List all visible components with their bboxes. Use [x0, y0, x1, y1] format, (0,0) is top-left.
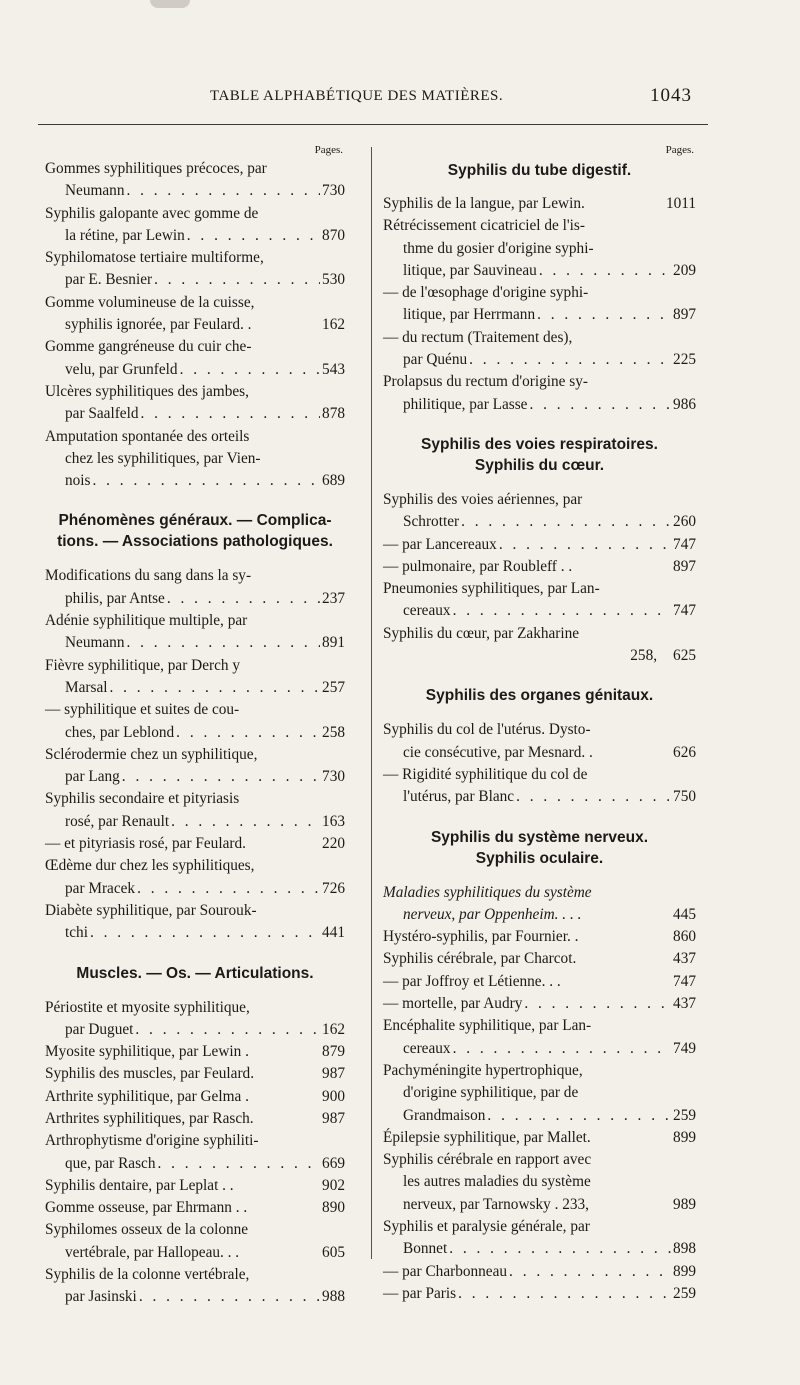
entry-line: chez les syphilitiques, par Vien- — [65, 449, 261, 467]
index-entry — [45, 1175, 345, 1197]
dot-leader — [187, 225, 320, 247]
dot-leader — [180, 359, 320, 381]
page-ref: 162 — [322, 316, 345, 334]
entry-final-line — [45, 632, 345, 654]
entry-final-line — [383, 349, 696, 371]
page-ref: 225 — [673, 351, 696, 369]
index-entry — [383, 282, 696, 327]
entry-text: que, par Rasch — [65, 1154, 156, 1172]
entry-text: nerveux, par Tarnowsky . 233, — [403, 1195, 589, 1213]
section-title-line: Phénomènes généraux. — Complica- — [58, 512, 332, 530]
entry-text: Syphilis des muscles, par Feulard. — [45, 1065, 255, 1083]
page-ref: 989 — [673, 1195, 696, 1213]
entry-text: Épilepsie syphilitique, par Mallet. — [383, 1128, 591, 1146]
page-ref: 625 — [673, 647, 696, 665]
entry-line: les autres maladies du système — [403, 1173, 591, 1191]
entry-final-line — [45, 269, 345, 291]
page-ref: 750 — [673, 788, 696, 806]
page-ref: 747 — [673, 535, 696, 553]
page-ref: 259 — [673, 1106, 696, 1124]
entry-final-line — [383, 1127, 696, 1149]
page-ref: 220 — [322, 835, 345, 853]
entry-text: velu, par Grunfeld — [65, 360, 178, 378]
entry-final-line — [383, 904, 696, 926]
entry-text: philitique, par Lasse — [403, 395, 528, 413]
entry-line: Prolapsus du rectum d'origine sy- — [383, 373, 588, 391]
entry-line: Syphilis secondaire et pityriasis — [45, 790, 240, 808]
dot-leader — [539, 260, 671, 282]
entry-text: — par Joffroy et Létienne. . . — [383, 972, 561, 990]
entry-final-line — [383, 260, 696, 282]
page-ref: 437 — [673, 950, 696, 968]
entry-final-line — [45, 766, 345, 788]
section-title-line: Syphilis du système nerveux. — [430, 828, 649, 846]
entry-final-line — [383, 1261, 696, 1283]
index-entry — [383, 1261, 696, 1283]
entry-final-line — [45, 225, 345, 247]
index-entry — [383, 971, 696, 993]
intro-entries — [45, 158, 345, 492]
index-entry — [45, 699, 345, 744]
entry-final-line — [383, 786, 696, 808]
index-entry — [45, 1108, 345, 1130]
dot-leader — [458, 1283, 671, 1305]
entry-text: tchi — [65, 924, 88, 942]
entry-text: — par Paris — [383, 1284, 457, 1302]
dot-leader — [135, 1019, 320, 1041]
dot-leader — [529, 394, 671, 416]
entry-text: par Saalfeld — [65, 405, 139, 423]
dot-leader — [516, 786, 671, 808]
section-title-tube-digestif — [383, 160, 696, 181]
page-ref: 257 — [322, 678, 345, 696]
page-ref: 878 — [322, 405, 345, 423]
index-entry — [383, 882, 696, 927]
index-entry — [383, 623, 696, 668]
entry-final-line — [45, 677, 345, 699]
entry-final-line — [45, 1242, 345, 1264]
entry-line: Syphilis cérébrale en rapport avec — [383, 1151, 592, 1169]
entry-text: — par Lancereaux — [383, 535, 497, 553]
entry-text: Syphilis cérébrale, par Charcot. — [383, 950, 577, 968]
entry-text: cereaux — [403, 1039, 451, 1057]
page-ref: 870 — [322, 226, 345, 244]
entry-final-line — [383, 645, 696, 667]
entry-line: Maladies syphilitiques du système — [383, 883, 592, 901]
page-ref: 437 — [673, 995, 696, 1013]
page-ref: 730 — [322, 768, 345, 786]
page-ref: 898 — [673, 1240, 696, 1258]
dot-leader — [487, 1105, 671, 1127]
dot-leader — [126, 632, 320, 654]
index-entry — [45, 565, 345, 610]
page-ref: 543 — [322, 360, 345, 378]
entry-line: Encéphalite syphilitique, par Lan- — [383, 1017, 592, 1035]
index-entry — [383, 371, 696, 416]
entry-line: Périostite et myosite syphilitique, — [45, 998, 250, 1016]
entry-line: Gomme gangréneuse du cuir che- — [45, 338, 252, 356]
entry-final-line — [383, 993, 696, 1015]
index-entry — [45, 158, 345, 203]
page-ref: 900 — [322, 1087, 345, 1105]
page-ref: 987 — [322, 1065, 345, 1083]
page-ref: 747 — [673, 602, 696, 620]
index-entry — [45, 292, 345, 337]
dot-leader — [509, 1261, 671, 1283]
entry-line: Gommes syphilitiques précoces, par — [45, 160, 267, 177]
entry-final-line — [45, 1086, 345, 1108]
entry-final-line — [45, 833, 345, 855]
index-entry — [383, 489, 696, 534]
dot-leader — [154, 269, 320, 291]
page-stain — [150, 0, 190, 8]
section-title-line: Syphilis du tube digestif. — [447, 162, 632, 179]
page-ref: 259 — [673, 1284, 696, 1302]
dot-leader — [139, 1286, 320, 1308]
entry-text: Neumann — [65, 182, 125, 200]
entry-text: — pulmonaire, par Roubleff . . — [383, 557, 573, 575]
index-entry — [45, 247, 345, 292]
dot-leader — [167, 588, 320, 610]
entry-final-line — [383, 534, 696, 556]
entry-line: Syphilis des voies aériennes, par — [383, 490, 583, 508]
entry-final-line — [383, 948, 696, 970]
organes-genitaux-entries — [383, 719, 696, 808]
index-entry — [383, 578, 696, 623]
muscles-entries — [45, 997, 345, 1309]
dot-leader — [461, 511, 671, 533]
entry-text: vertébrale, par Hallopeau. . . — [65, 1243, 240, 1261]
entry-final-line — [383, 556, 696, 578]
left-column — [45, 142, 345, 1309]
dot-leader — [90, 922, 320, 944]
entry-text: par Duguet — [65, 1020, 134, 1038]
systeme-nerveux-entries — [383, 882, 696, 1306]
index-entry — [383, 719, 696, 764]
index-entry — [45, 744, 345, 789]
entry-final-line — [45, 922, 345, 944]
entry-final-line — [383, 511, 696, 533]
entry-text: l'utérus, par Blanc — [403, 788, 515, 806]
entry-line: Syphilis du col de l'utérus. Dysto- — [383, 721, 591, 739]
dot-leader — [157, 1153, 320, 1175]
section-title-line: Syphilis des voies respiratoires. — [421, 435, 658, 453]
entry-text: Syphilis de la langue, par Lewin. — [383, 195, 585, 212]
dot-leader — [93, 470, 321, 492]
page-ref: 626 — [673, 743, 696, 761]
section-title-line: Muscles. — Os. — Articulations. — [76, 964, 314, 982]
dot-leader — [122, 766, 320, 788]
page-ref: 988 — [322, 1288, 345, 1306]
index-entry — [45, 997, 345, 1042]
page-ref: 163 — [322, 812, 345, 830]
entry-line: Pachyméningite hypertrophique, — [383, 1061, 583, 1079]
page-ref: 902 — [322, 1176, 345, 1194]
index-entry — [45, 1086, 345, 1108]
entry-text: nerveux, par Oppenheim. . . . — [403, 905, 582, 923]
entry-final-line — [383, 1105, 696, 1127]
entry-line: Arthrophytisme d'origine syphiliti- — [45, 1132, 259, 1150]
page-ref: 445 — [673, 905, 696, 923]
index-entry — [45, 336, 345, 381]
entry-line: thme du gosier d'origine syphi- — [403, 239, 594, 257]
entry-text: cie consécutive, par Mesnard. . — [403, 743, 593, 761]
entry-text: Myosite syphilitique, par Lewin . — [45, 1043, 249, 1061]
page-ref: 879 — [322, 1043, 345, 1061]
entry-text: litique, par Sauvineau — [403, 261, 537, 279]
entry-text: Grandmaison — [403, 1106, 486, 1124]
index-entry — [383, 1015, 696, 1060]
phenomenes-entries — [45, 565, 345, 944]
entry-text: la rétine, par Lewin — [65, 226, 185, 244]
dot-leader — [453, 1038, 671, 1060]
entry-text: par Jasinski — [65, 1288, 137, 1306]
index-entry — [383, 327, 696, 372]
index-entry — [45, 655, 345, 700]
page-ref: 209 — [673, 261, 696, 279]
index-entry — [45, 203, 345, 248]
page-ref: 258 — [322, 723, 345, 741]
entry-line: Syphilis du cœur, par Zakharine — [383, 624, 580, 642]
page-ref: 605 — [322, 1243, 345, 1261]
entry-text: — et pityriasis rosé, par Feulard. — [45, 835, 246, 853]
page-title: TABLE ALPHABÉTIQUE DES MATIÈRES. — [210, 88, 504, 104]
entry-text: Syphilis dentaire, par Leplat . . — [45, 1176, 234, 1194]
entry-final-line — [45, 722, 345, 744]
entry-text: litique, par Herrmann — [403, 306, 536, 324]
index-entry — [383, 1149, 696, 1216]
entry-final-line — [45, 1063, 345, 1085]
page-ref: 162 — [322, 1020, 345, 1038]
index-entry — [45, 1197, 345, 1219]
index-entry — [383, 764, 696, 809]
entry-final-line — [45, 1108, 345, 1130]
entry-line: — du rectum (Traitement des), — [383, 328, 573, 346]
page-ref: 730 — [322, 182, 345, 200]
section-title-line: Syphilis des organes génitaux. — [425, 687, 654, 705]
dot-leader — [453, 600, 671, 622]
entry-text: par E. Besnier — [65, 271, 153, 289]
entry-text: nois — [65, 472, 91, 490]
entry-text: Gomme osseuse, par Ehrmann . . — [45, 1199, 248, 1217]
index-entry — [383, 534, 696, 556]
entry-final-line — [383, 394, 696, 416]
entry-final-line — [45, 314, 345, 336]
entry-final-line — [383, 600, 696, 622]
entry-line: — syphilitique et suites de cou- — [45, 701, 240, 719]
dot-leader — [176, 722, 320, 744]
page-ref: 986 — [673, 395, 696, 413]
page-ref: 260 — [673, 513, 696, 531]
entry-final-line — [45, 1197, 345, 1219]
header-rule — [38, 124, 708, 125]
entry-text: ches, par Leblond — [65, 723, 175, 741]
entry-line: Syphilomatose tertiaire multiforme, — [45, 249, 264, 267]
entry-line: Syphilomes osseux de la colonne — [45, 1221, 249, 1239]
page-ref: 749 — [673, 1039, 696, 1057]
index-entry — [383, 993, 696, 1015]
page-ref: 747 — [673, 972, 696, 990]
entry-text: Neumann — [65, 634, 125, 652]
entry-line: Amputation spontanée des orteils — [45, 427, 250, 445]
page-ref: 987 — [322, 1109, 345, 1127]
entry-text: Marsal — [65, 678, 108, 696]
entry-line: Modifications du sang dans la sy- — [45, 567, 252, 585]
entry-line: Gomme volumineuse de la cuisse, — [45, 293, 255, 311]
entry-line: Ulcères syphilitiques des jambes, — [45, 382, 249, 400]
entry-final-line — [45, 403, 345, 425]
dot-leader — [524, 993, 671, 1015]
section-title-systeme-nerveux — [383, 827, 696, 869]
index-entry — [45, 1063, 345, 1085]
entry-line: — Rigidité syphilitique du col de — [383, 765, 588, 783]
entry-final-line — [45, 1019, 345, 1041]
page-ref: 530 — [322, 271, 345, 289]
entry-final-line — [45, 878, 345, 900]
entry-line: Syphilis de la colonne vertébrale, — [45, 1266, 250, 1284]
entry-line: Diabète syphilitique, par Sourouk- — [45, 901, 257, 919]
index-entry — [45, 610, 345, 655]
entry-final-line — [383, 1194, 696, 1216]
index-entry — [45, 426, 345, 493]
page-ref: 441 — [322, 924, 345, 942]
entry-text: rosé, par Renault — [65, 812, 170, 830]
page-ref: 1011 — [665, 195, 696, 212]
page-ref: 897 — [673, 557, 696, 575]
entry-final-line — [45, 1286, 345, 1308]
index-entry — [45, 900, 345, 945]
entry-final-line — [383, 193, 696, 215]
entry-final-line — [45, 811, 345, 833]
page-ref: 726 — [322, 879, 345, 897]
page-ref: 669 — [322, 1154, 345, 1172]
page-ref: 890 — [322, 1199, 345, 1217]
index-entry — [45, 1219, 345, 1264]
entry-text: cereaux — [403, 602, 451, 620]
index-entry — [383, 1060, 696, 1127]
index-entry — [383, 926, 696, 948]
entry-final-line — [45, 1041, 345, 1063]
entry-text: par Mracek — [65, 879, 136, 897]
entry-line: Syphilis et paralysie générale, par — [383, 1217, 590, 1235]
entry-line: Adénie syphilitique multiple, par — [45, 612, 248, 630]
entry-text: par Quénu — [403, 351, 468, 369]
entry-final-line — [45, 1175, 345, 1197]
page-ref: 891 — [322, 634, 345, 652]
entry-final-line — [45, 470, 345, 492]
entry-line: Sclérodermie chez un syphilitique, — [45, 745, 258, 763]
entry-final-line — [383, 971, 696, 993]
entry-final-line — [383, 304, 696, 326]
entry-text: par Lang — [65, 768, 120, 786]
dot-leader — [137, 878, 320, 900]
entry-line: Rétrécissement cicatriciel de l'is- — [383, 217, 585, 235]
index-entry — [383, 215, 696, 282]
index-entry — [45, 1041, 345, 1063]
index-entry — [383, 1216, 696, 1261]
column-divider — [371, 147, 372, 1259]
index-entry — [45, 788, 345, 833]
entry-text: Arthrites syphilitiques, par Rasch. — [45, 1109, 254, 1127]
entry-text: Bonnet — [403, 1240, 448, 1258]
right-column — [383, 142, 696, 1305]
section-title-phenomenes — [45, 510, 345, 552]
section-title-line: Syphilis oculaire. — [475, 849, 604, 867]
index-entry — [383, 193, 696, 215]
page-ref: 860 — [673, 928, 696, 946]
entry-final-line — [45, 588, 345, 610]
entry-final-line — [45, 180, 345, 202]
dot-leader — [140, 403, 320, 425]
section-title-organes-genitaux — [383, 685, 696, 706]
page-ref: 689 — [322, 472, 345, 490]
entry-text: Arthrite syphilitique, par Gelma . — [45, 1087, 249, 1105]
entry-line: Pneumonies syphilitiques, par Lan- — [383, 580, 600, 598]
entry-line: Fièvre syphilitique, par Derch y — [45, 656, 240, 674]
entry-text: 258, — [630, 647, 658, 665]
index-entry — [45, 1264, 345, 1309]
index-entry — [383, 556, 696, 578]
entry-text: — mortelle, par Audry — [383, 995, 523, 1013]
index-entry — [383, 1283, 696, 1305]
entry-final-line — [383, 1283, 696, 1305]
page-ref: 237 — [322, 589, 345, 607]
entry-final-line — [45, 359, 345, 381]
entry-final-line — [383, 1038, 696, 1060]
index-entry — [383, 948, 696, 970]
entry-line: Œdème dur chez les syphilitiques, — [45, 857, 255, 875]
index-entry — [383, 1127, 696, 1149]
entry-text: Schrotter — [403, 513, 460, 531]
dot-leader — [171, 811, 320, 833]
index-entry — [45, 855, 345, 900]
section-title-voies-respiratoires — [383, 434, 696, 476]
dot-leader — [469, 349, 671, 371]
index-entry — [45, 1130, 345, 1175]
entry-line: — de l'œsophage d'origine syphi- — [383, 284, 589, 302]
tube-digestif-entries — [383, 193, 696, 416]
entry-line: d'origine syphilitique, par de — [403, 1084, 579, 1102]
entry-text: syphilis ignorée, par Feulard. . — [65, 316, 252, 334]
entry-final-line — [383, 1238, 696, 1260]
page-ref: 897 — [673, 306, 696, 324]
page-ref: 899 — [673, 1128, 696, 1146]
entry-final-line — [383, 926, 696, 948]
entry-line: Syphilis galopante avec gomme de — [45, 204, 259, 222]
page-ref: 899 — [673, 1262, 696, 1280]
dot-leader — [449, 1238, 671, 1260]
section-title-line: tions. — Associations pathologiques. — [57, 533, 333, 551]
dot-leader — [109, 677, 320, 699]
entry-final-line — [383, 742, 696, 764]
entry-text: — par Charbonneau — [383, 1262, 508, 1280]
index-entry — [45, 381, 345, 426]
index-entry — [45, 833, 345, 855]
dot-leader — [126, 180, 320, 202]
entry-final-line — [45, 1153, 345, 1175]
pages-label: Pages. — [665, 144, 694, 156]
entry-text: Hystéro-syphilis, par Fournier. . — [383, 928, 579, 946]
dot-leader — [499, 534, 671, 556]
entry-text: philis, par Antse — [65, 589, 165, 607]
page-number: 1043 — [650, 85, 692, 106]
voies-respiratoires-entries — [383, 489, 696, 667]
section-title-muscles — [45, 963, 345, 984]
section-title-line: Syphilis du cœur. — [474, 456, 605, 474]
pages-label: Pages. — [314, 144, 343, 156]
dot-leader — [537, 304, 671, 326]
